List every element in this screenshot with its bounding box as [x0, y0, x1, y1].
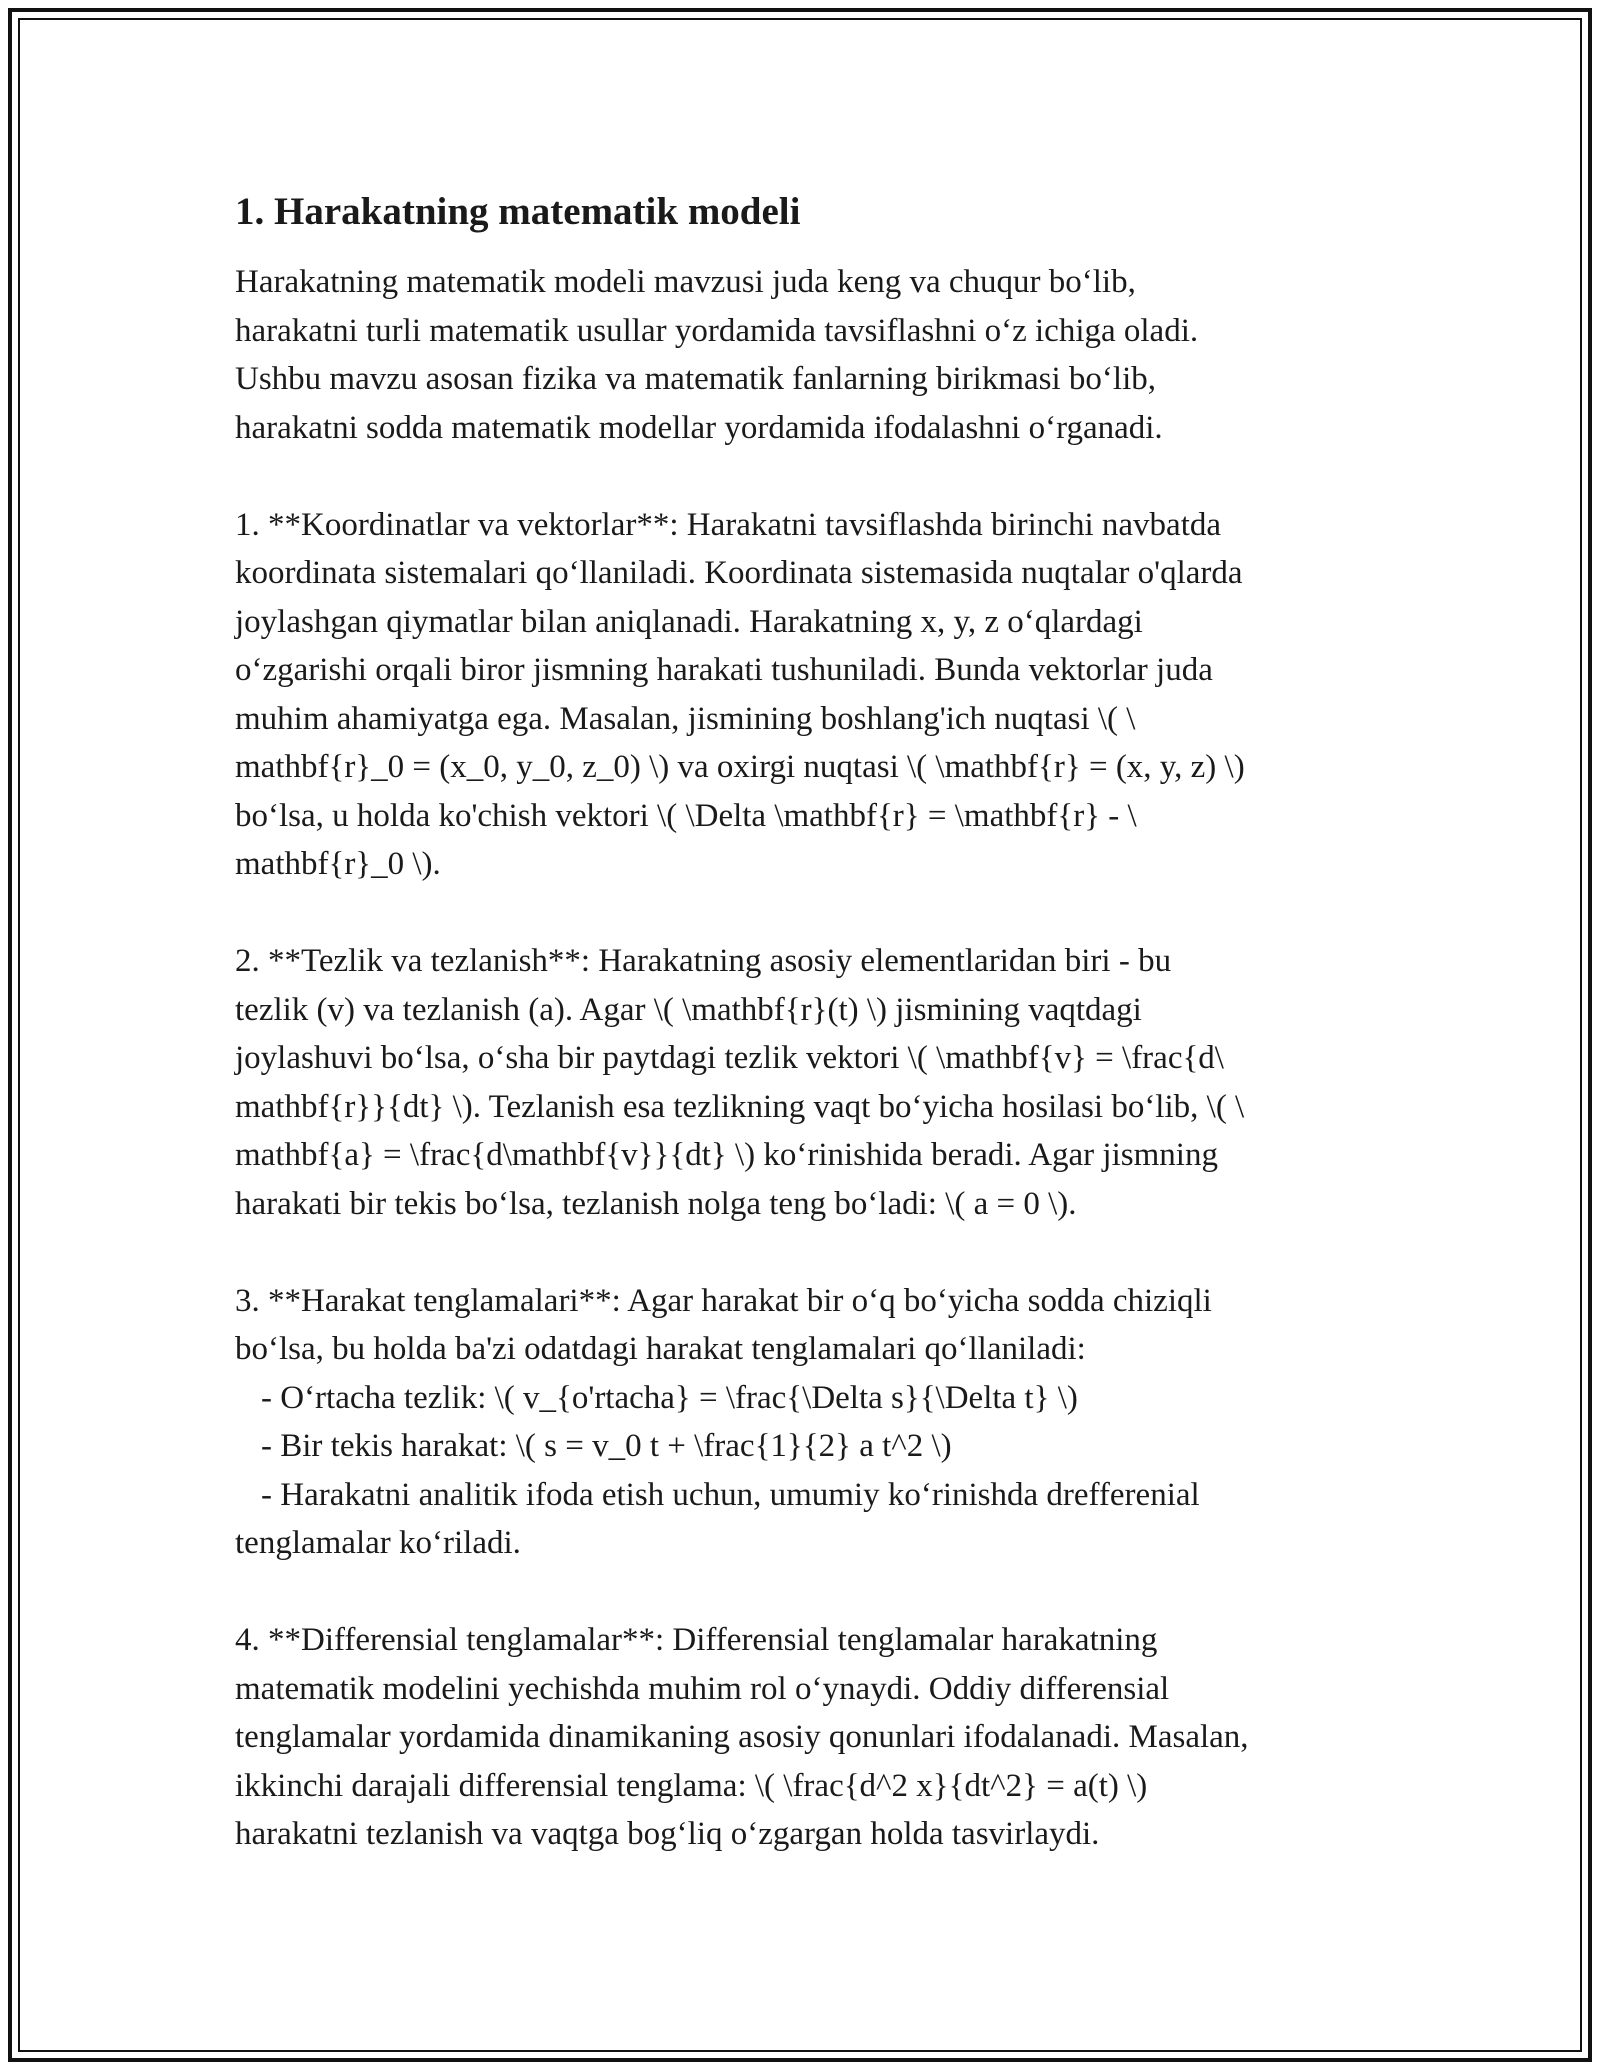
text-line: 3. **Harakat tenglamalari**: Agar harakat bir o‘q bo‘yicha sodda chiziqli [235, 1282, 1212, 1319]
text-line: harakatni tezlanish va vaqtga bog‘liq o‘zgargan holda tasvirlaydi. [235, 1816, 1100, 1852]
paragraph-velocity-acceleration [235, 937, 1365, 1228]
paragraph-differential-equations [235, 1616, 1365, 1859]
text-line: mathbf{a} = \frac{d\mathbf{v}}{dt} \) ko‘rinishida beradi. Agar jismning [235, 1137, 1218, 1173]
text-line: tenglamalar yordamida dinamikaning asosiy qonunlari ifodalanadi. Masalan, [235, 1719, 1249, 1755]
text-line: muhim ahamiyatga ega. Masalan, jismining boshlang'ich nuqtasi \( \ [235, 700, 1136, 737]
section-heading: 1. Harakatning matematik modeli [235, 190, 801, 233]
text-line: mathbf{r}_0 \). [235, 846, 441, 882]
text-line: 2. **Tezlik va tezlanish**: Harakatning asosiy elementlaridan biri - bu [235, 943, 1172, 979]
text-line: 1. **Koordinatlar va vektorlar**: Harakatni tavsiflashda birinchi navbatda [235, 506, 1222, 543]
text-line: matematik modelini yechishda muhim rol o‘ynaydi. Oddiy differensial [235, 1670, 1170, 1707]
document-body [235, 186, 1365, 1907]
text-line: 4. **Differensial tenglamalar**: Differensial tenglamalar harakatning [235, 1622, 1158, 1658]
text-line: mathbf{r}_0 = (x_0, y_0, z_0) \) va oxirgi nuqtasi \( \mathbf{r} = (x, y, z) \) [235, 749, 1245, 785]
text-line: harakati bir tekis bo‘lsa, tezlanish nolga teng bo‘ladi: \( a = 0 \). [235, 1185, 1077, 1222]
list-item: - O‘rtacha tezlik: \( v_{o'rtacha} = \frac{\Delta s}{\Delta t} \) [261, 1379, 1078, 1416]
text-line: joylashgan qiymatlar bilan aniqlanadi. Harakatning x, y, z o‘qlardagi [235, 603, 1143, 640]
paragraph-coordinates-vectors [235, 501, 1365, 889]
list-item: - Harakatni analitik ifoda etish uchun, umumiy ko‘rinishda drefferenial [261, 1476, 1200, 1513]
text-line: bo‘lsa, bu holda ba'zi odatdagi harakat tenglamalari qo‘llaniladi: [235, 1331, 1086, 1367]
text-line: harakatni turli matematik usullar yordamida tavsiflashni o‘z ichiga oladi. [235, 312, 1199, 349]
list-item: - Bir tekis harakat: \( s = v_0 t + \frac{1}{2} a t^2 \) [261, 1428, 952, 1464]
text-line: joylashuvi bo‘lsa, o‘sha bir paytdagi tezlik vektori \( \mathbf{v} = \frac{d\ [235, 1040, 1224, 1076]
text-line: tenglamalar ko‘riladi. [235, 1525, 521, 1561]
text-line: bo‘lsa, u holda ko'chish vektori \( \Delta \mathbf{r} = \mathbf{r} - \ [235, 797, 1137, 834]
text-line: koordinata sistemalari qo‘llaniladi. Koordinata sistemasida nuqtalar o'qlarda [235, 555, 1243, 591]
paragraph-motion-equations [235, 1277, 1365, 1568]
intro-paragraph [235, 258, 1365, 452]
text-line: Harakatning matematik modeli mavzusi juda keng va chuqur bo‘lib, [235, 264, 1136, 300]
text-line: o‘zgarishi orqali biror jismning harakati tushuniladi. Bunda vektorlar juda [235, 652, 1213, 688]
text-line: mathbf{r}}{dt} \). Tezlanish esa tezlikning vaqt bo‘yicha hosilasi bo‘lib, \( \ [235, 1088, 1245, 1125]
text-line: ikkinchi darajali differensial tenglama: \( \frac{d^2 x}{dt^2} = a(t) \) [235, 1767, 1148, 1804]
text-line: Ushbu mavzu asosan fizika va matematik fanlarning birikmasi bo‘lib, [235, 361, 1157, 397]
text-line: harakatni sodda matematik modellar yordamida ifodalashni o‘rganadi. [235, 409, 1163, 446]
text-line: tezlik (v) va tezlanish (a). Agar \( \mathbf{r}(t) \) jismining vaqtdagi [235, 991, 1142, 1028]
